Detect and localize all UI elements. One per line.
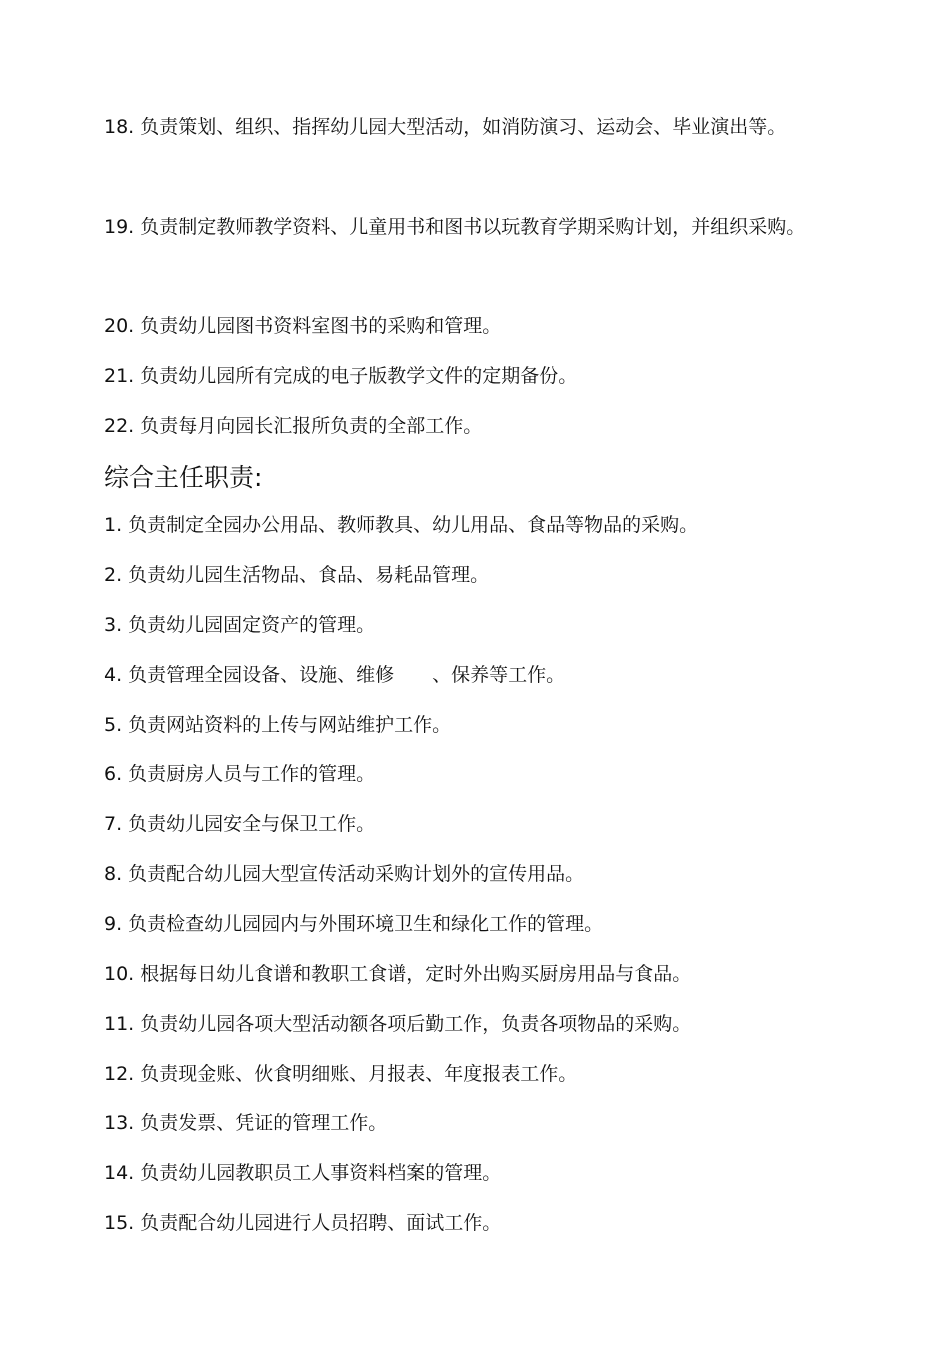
general-duty-item-3: 3. 负责幼儿园固定资产的管理。	[104, 614, 376, 636]
general-duty-item-8: 8. 负责配合幼儿园大型宣传活动采购计划外的宣传用品。	[104, 863, 585, 885]
duty-item-22: 22. 负责每月向园长汇报所负责的全部工作。	[104, 415, 483, 437]
general-duty-item-4: 4. 负责管理全园设备、设施、维修 、保养等工作。	[104, 664, 566, 686]
general-duty-item-12: 12. 负责现金账、伙食明细账、月报表、年度报表工作。	[104, 1063, 578, 1085]
general-duty-item-14: 14. 负责幼儿园教职员工人事资料档案的管理。	[104, 1162, 502, 1184]
general-duty-item-10: 10. 根据每日幼儿食谱和教职工食谱，定时外出购买厨房用品与食品。	[104, 963, 692, 985]
general-duty-item-1: 1. 负责制定全园办公用品、教师教具、幼儿用品、食品等物品的采购。	[104, 514, 699, 536]
general-duty-item-5: 5. 负责网站资料的上传与网站维护工作。	[104, 714, 452, 736]
general-duty-item-11: 11. 负责幼儿园各项大型活动额各项后勤工作，负责各项物品的采购。	[104, 1013, 692, 1035]
duty-item-19: 19. 负责制定教师教学资料、儿童用书和图书以玩教育学期采购计划，并组织采购。	[104, 216, 806, 238]
general-duty-item-7: 7. 负责幼儿园安全与保卫工作。	[104, 813, 376, 835]
general-duty-item-6: 6. 负责厨房人员与工作的管理。	[104, 763, 376, 785]
general-duty-item-15: 15. 负责配合幼儿园进行人员招聘、面试工作。	[104, 1212, 502, 1234]
general-duty-item-13: 13. 负责发票、凭证的管理工作。	[104, 1112, 388, 1134]
duty-item-21: 21. 负责幼儿园所有完成的电子版教学文件的定期备份。	[104, 365, 578, 387]
general-duty-item-2: 2. 负责幼儿园生活物品、食品、易耗品管理。	[104, 564, 490, 586]
duty-item-18: 18. 负责策划、组织、指挥幼儿园大型活动，如消防演习、运动会、毕业演出等。	[104, 116, 787, 138]
section-heading: 综合主任职责:	[104, 463, 263, 492]
duty-item-20: 20. 负责幼儿园图书资料室图书的采购和管理。	[104, 315, 502, 337]
general-duty-item-9: 9. 负责检查幼儿园园内与外围环境卫生和绿化工作的管理。	[104, 913, 604, 935]
